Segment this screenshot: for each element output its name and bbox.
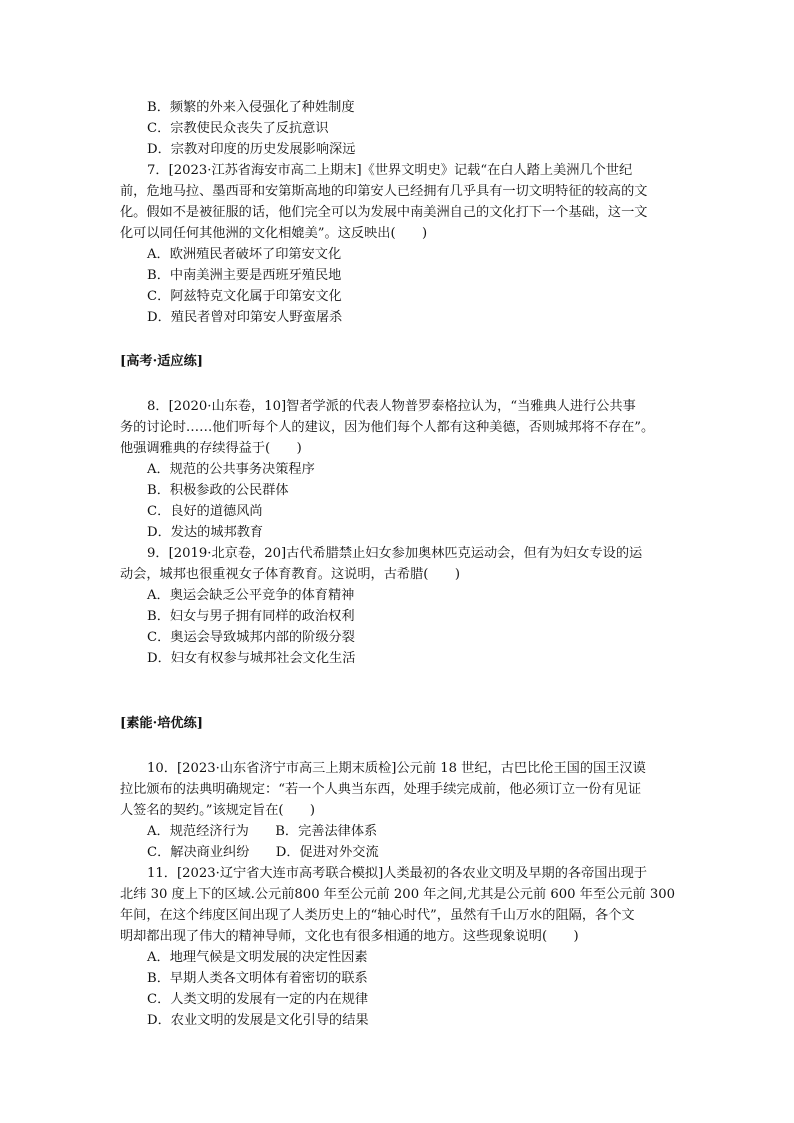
- q10-stem-line: 拉比颁布的法典明确规定：“若一个人典当东西，处理手续完成前，他必须订立一份有见证: [120, 782, 642, 797]
- section-heading-suneng: [素能·培优练]: [120, 716, 204, 731]
- q10-stem-line: 人签名的契约。”该规定旨在( ): [120, 803, 316, 818]
- q9-stem-line: 9．[2019·北京卷，20]古代希腊禁止妇女参加奥林匹克运动会，但有为妇女专设的运: [147, 546, 643, 561]
- q8-stem-line: 务的讨论时……他们听每个人的建议，因为他们每个人都有这种美德，否则城邦将不存在”。: [120, 420, 655, 435]
- q9-option-b: B．妇女与男子拥有同样的政治权利: [147, 609, 355, 624]
- q6-option-c: C．宗教使民众丧失了反抗意识: [147, 121, 329, 136]
- q7-option-b: B．中南美洲主要是西班牙殖民地: [147, 268, 342, 283]
- q7-stem-line: 化可以同任何其他洲的文化相媲美”。这反映出( ): [120, 226, 428, 241]
- q10-options-ab: A．规范经济行为 B．完善法律体系: [147, 824, 378, 839]
- q11-stem-line: 11．[2023·辽宁省大连市高考联合模拟]人类最初的各农业文明及早期的各帝国出现于: [147, 866, 648, 881]
- q7-option-c: C．阿兹特克文化属于印第安文化: [147, 289, 342, 304]
- q9-stem-line: 动会，城邦也很重视女子体育教育。这说明，古希腊( ): [120, 567, 460, 582]
- q8-stem-line: 8．[2020·山东卷，10]智者学派的代表人物普罗泰格拉认为，“当雅典人进行公共事: [147, 399, 636, 414]
- q7-stem-line: 前，危地马拉、墨西哥和安第斯高地的印第安人已经拥有几乎具有一切文明特征的较高的文: [120, 184, 648, 199]
- q6-option-d: D．宗教对印度的历史发展影响深远: [147, 142, 356, 157]
- q8-option-d: D．发达的城邦教育: [147, 525, 264, 540]
- q6-option-b: B．频繁的外来入侵强化了种姓制度: [147, 100, 355, 115]
- q9-option-d: D．妇女有权参与城邦社会文化生活: [147, 651, 356, 666]
- q7-stem-line: 7．[2023·江苏省海安市高二上期末]《世界文明史》记载“在白人踏上美洲几个世纪: [147, 163, 633, 178]
- q8-stem-line: 他强调雅典的存续得益于( ): [120, 441, 302, 456]
- q9-option-c: C．奥运会导致城邦内部的阶级分裂: [147, 630, 355, 645]
- section-heading-gaokao: [高考·适应练]: [120, 354, 204, 369]
- q11-option-d: D．农业文明的发展是文化引导的结果: [147, 1013, 369, 1028]
- q8-option-b: B．积极参政的公民群体: [147, 483, 289, 498]
- q11-option-a: A．地理气候是文明发展的决定性因素: [147, 950, 368, 965]
- q11-stem-line: 明却都出现了伟大的精神导师，文化也有很多相通的地方。这些现象说明( ): [120, 929, 579, 944]
- q7-option-d: D．殖民者曾对印第安人野蛮屠杀: [147, 310, 343, 325]
- q11-option-c: C．人类文明的发展有一定的内在规律: [147, 992, 369, 1007]
- q10-options-cd: C．解决商业纠纷 D．促进对外交流: [147, 845, 379, 860]
- q11-option-b: B．早期人类各文明体有着密切的联系: [147, 971, 368, 986]
- q10-stem-line: 10．[2023·山东省济宁市高三上期末质检]公元前 18 世纪，古巴比伦王国的国王汉谟: [147, 761, 646, 776]
- q7-stem-line: 化。假如不是被征服的话，他们完全可以为发展中南美洲自己的文化打下一个基础，这一文: [120, 205, 648, 220]
- q7-option-a: A．欧洲殖民者破坏了印第安文化: [147, 247, 342, 262]
- q11-stem-line: 年间，在这个纬度区间出现了人类历史上的“轴心时代”，虽然有千山万水的阻隔，各个文: [120, 908, 635, 923]
- q8-option-c: C．良好的道德风尚: [147, 504, 263, 519]
- q9-option-a: A．奥运会缺乏公平竞争的体育精神: [147, 588, 355, 603]
- q11-stem-line: 北纬 30 度上下的区域.公元前800 年至公元前 200 年之间,尤其是公元前 600 年至公元前 300: [120, 887, 676, 902]
- q8-option-a: A．规范的公共事务决策程序: [147, 462, 315, 477]
